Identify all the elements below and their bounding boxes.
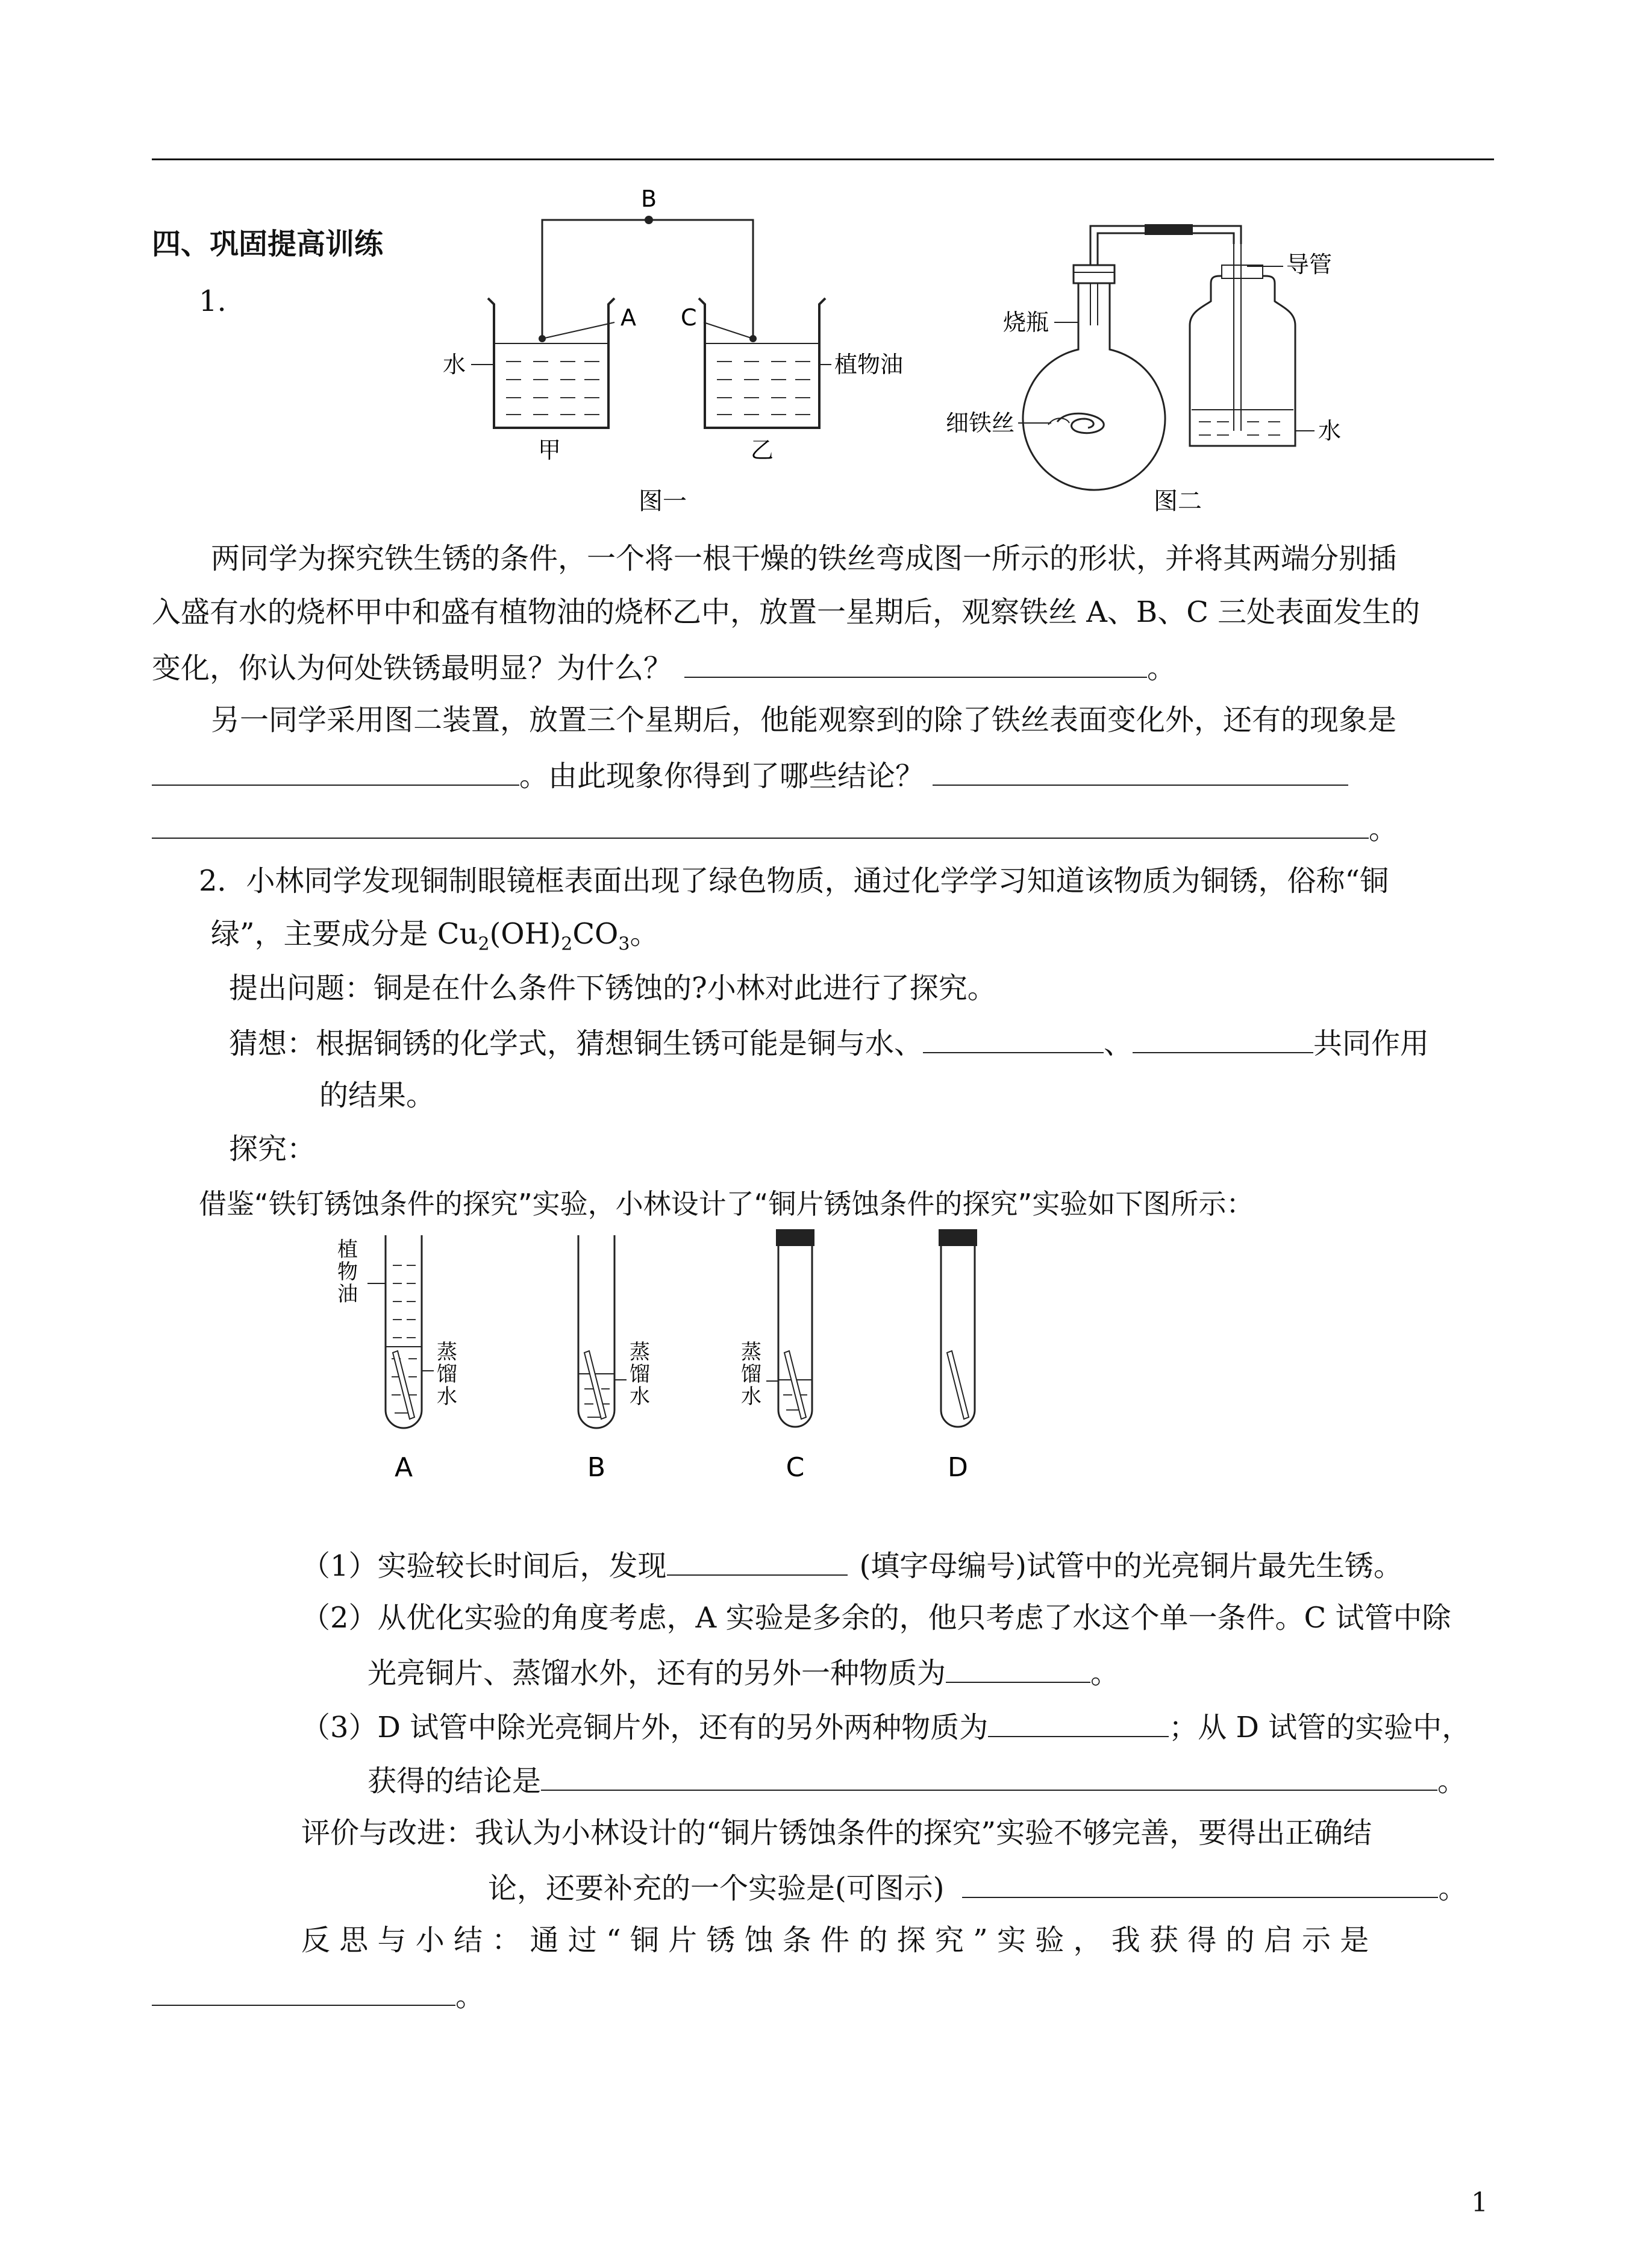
tube-a-oil-char-2: 物 xyxy=(337,1260,358,1284)
guess-blank-1[interactable] xyxy=(923,1023,1104,1053)
q2-explore: 探究： xyxy=(229,1132,316,1166)
sub-q3-blank-2[interactable] xyxy=(541,1761,1437,1791)
q2-line1: 2．小林同学发现铜制眼镜框表面出现了绿色物质，通过化学学习知道该物质为铜锈，俗称“铜 xyxy=(199,864,1389,898)
q1-para2-line1: 另一同学采用图二装置，放置三个星期后，他能观察到的除了铁丝表面变化外，还有的现象是 xyxy=(211,703,1397,737)
tube-b-water-char-3: 水 xyxy=(630,1385,650,1409)
section-title: 四、巩固提高训练 xyxy=(152,227,384,261)
label-water-2: 水 xyxy=(1318,418,1342,444)
evaluation-line2: 论，还要补充的一个实验是(可图示) 。 xyxy=(488,1868,1467,1906)
tube-a-water-char-1: 蒸 xyxy=(437,1340,457,1364)
question-1-number: 1. xyxy=(199,284,227,318)
tube-c-water-char-3: 水 xyxy=(741,1385,761,1409)
figure-2 xyxy=(946,199,1404,524)
tube-a-water-char-2: 馏 xyxy=(437,1362,457,1386)
tube-c-water-char-1: 蒸 xyxy=(741,1340,761,1364)
label-c: C xyxy=(681,304,697,331)
sub-q2-line2: 光亮铜片、蒸馏水外，还有的另外一种物质为 。 xyxy=(367,1653,1119,1691)
label-flask: 烧瓶 xyxy=(1003,309,1049,336)
reflection-line2: 。 xyxy=(152,1976,484,2014)
label-tube: 导管 xyxy=(1286,251,1333,278)
tube-c-label: C xyxy=(786,1452,805,1483)
guess-blank-2[interactable] xyxy=(1133,1023,1313,1053)
point-b xyxy=(645,216,653,224)
label-a: A xyxy=(621,304,636,331)
q1-para1-line3: 变化，你认为何处铁锈最明显？为什么？ 。 xyxy=(152,648,1176,686)
tube-b-water-char-1: 蒸 xyxy=(630,1340,650,1364)
sub-q3-line2: 获得的结论是 。 xyxy=(367,1761,1466,1799)
figure-1-caption: 图一 xyxy=(639,487,687,515)
sub-q3-blank-1[interactable] xyxy=(988,1707,1169,1737)
tube-a-water-char-3: 水 xyxy=(437,1385,457,1409)
tube-a-label: A xyxy=(394,1452,413,1483)
tube-c-water-char-2: 馏 xyxy=(741,1362,761,1386)
answer-blank-2[interactable] xyxy=(152,756,519,786)
q1-para2-line2: 。由此现象你得到了哪些结论？ xyxy=(152,756,1348,794)
tube-a-oil-char-1: 植 xyxy=(337,1238,358,1262)
test-tube-figure xyxy=(313,1223,1036,1500)
q1-para1-line1: 两同学为探究铁生锈的条件，一个将一根干燥的铁丝弯成图一所示的形状，并将其两端分别插 xyxy=(211,542,1397,575)
answer-blank-3[interactable] xyxy=(933,756,1348,786)
label-b: B xyxy=(640,186,657,212)
page-number: 1 xyxy=(1471,2187,1488,2218)
tube-b-label: B xyxy=(587,1452,606,1483)
sub-q3-line1: （3）D 试管中除光亮铜片外，还有的另外两种物质为 ；从 D 试管的实验中， xyxy=(301,1707,1471,1746)
q2-guess: 猜想：根据铜锈的化学式，猜想铜生锈可能是铜与水、 、 共同作用 xyxy=(229,1023,1429,1062)
tube-figure-caption: 借鉴“铁钉锈蚀条件的探究”实验，小林设计了“铜片锈蚀条件的探究”实验如下图所示： xyxy=(199,1188,1254,1220)
reflection-line1: 反 思 与 小 结 ： 通 过 “ 铜 片 锈 蚀 条 件 的 探 究 ” 实 验 ， 我 获 得 的 启 示 是 xyxy=(301,1923,1369,1957)
figure-1 xyxy=(434,181,952,524)
sub-q2-blank[interactable] xyxy=(946,1653,1090,1683)
answer-blank-1[interactable] xyxy=(684,648,1147,678)
sub-q1: （1）实验较长时间后，发现 (填字母编号)试管中的光亮铜片最先生锈。 xyxy=(301,1546,1402,1584)
label-wire: 细铁丝 xyxy=(946,410,1015,436)
tube-a-oil-char-3: 油 xyxy=(337,1282,358,1306)
label-water-1: 水 xyxy=(443,351,466,378)
tube-d-label: D xyxy=(948,1452,968,1483)
label-jia: 甲 xyxy=(537,437,561,463)
q1-para2-line3: 。 xyxy=(152,809,1398,847)
q1-para1-line2: 入盛有水的烧杯甲中和盛有植物油的烧杯乙中，放置一星期后，观察铁丝 A、B、C 三处表面发生的 xyxy=(152,595,1421,629)
tube-c-stopper xyxy=(776,1229,814,1246)
evaluation-line1: 评价与改进：我认为小林设计的“铜片锈蚀条件的探究”实验不够完善，要得出正确结 xyxy=(301,1816,1372,1850)
label-yi: 乙 xyxy=(750,437,774,463)
sub-q1-blank[interactable] xyxy=(667,1546,848,1576)
tube-d-stopper xyxy=(939,1229,977,1246)
sub-q2-line1: （2）从优化实验的角度考虑，A 实验是多余的，他只考虑了水这个单一条件。C 试管中除 xyxy=(301,1601,1451,1635)
figure-2-caption: 图二 xyxy=(1154,487,1202,515)
q2-guess-line2: 的结果。 xyxy=(319,1079,436,1112)
reflection-blank[interactable] xyxy=(152,1976,455,2006)
rubber-joint xyxy=(1145,224,1193,235)
tube-b-water-char-2: 馏 xyxy=(630,1362,650,1386)
label-oil: 植物油 xyxy=(834,351,904,378)
evaluation-blank[interactable] xyxy=(962,1868,1438,1898)
q2-question: 提出问题：铜是在什么条件下锈蚀的?小林对此进行了探究。 xyxy=(229,971,996,1005)
q2-line2: 绿”，主要成分是 $Cu_2(OH)_2CO_3$。 xyxy=(211,917,659,955)
header-rule xyxy=(152,158,1494,160)
answer-blank-4[interactable] xyxy=(152,809,1369,839)
